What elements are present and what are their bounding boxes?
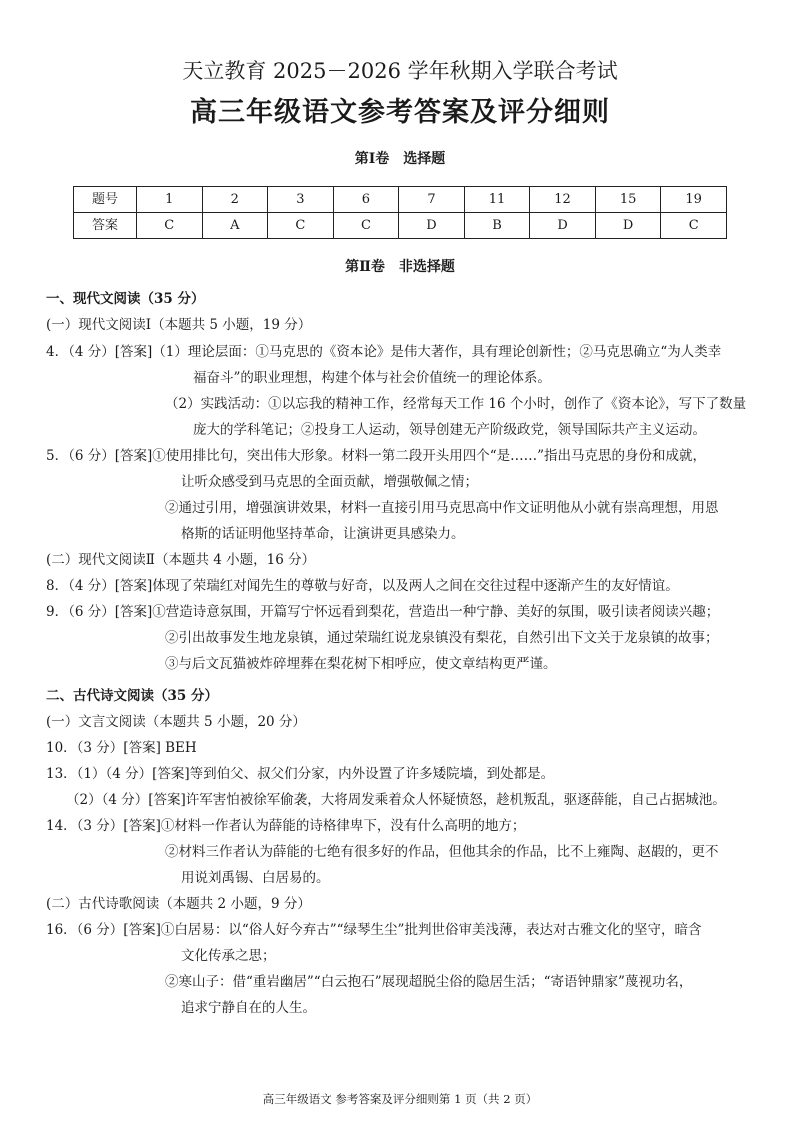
answer-line: ③与后文瓦猫被炸碎埋葬在梨花树下相呼应，使文章结构更严谨。 xyxy=(165,656,557,672)
answer-line: 追求宁静自在的人生。 xyxy=(181,1000,316,1016)
answer-line: （2）实践活动：①以忘我的精神工作，经常每天工作 16 个小时，创作了《资本论》，写下了数量 xyxy=(165,396,747,412)
answer-line: 4．（4 分）[答案]（1）理论层面：①马克思的《资本论》是伟大著作，具有理论创新性；②马克思确立“为人类幸 xyxy=(46,344,722,360)
subsection-heading: (一）现代文阅读Ⅰ（本题共 5 小题，19 分） xyxy=(46,317,312,333)
answer-line: 14．（3 分）[答案]①材料一作者认为薛能的诗格律卑下，没有什么高明的地方； xyxy=(46,818,526,834)
answer-line: 5．（6 分）[答案]①使用排比句，突出伟大形象。材料一第二段开头用四个“是……”指出马克思的身份和成就， xyxy=(46,448,707,464)
answer-line: 格斯的话证明他坚持革命，让演讲更具感染力。 xyxy=(181,526,465,542)
answer-line: ②引出故事发生地龙泉镇，通过荣瑞红说龙泉镇没有梨花，自然引出下文关于龙泉镇的故事； xyxy=(165,630,719,646)
answer-line: （2）（4 分）[答案]许军害怕被徐军偷袭，大将周发乘着众人怀疑愤怒，趁机叛乱，驱逐薛能，自己占据城池。 xyxy=(66,792,726,808)
question-number: 3 xyxy=(268,187,334,213)
part2-title: 第Ⅱ卷 非选择题 xyxy=(345,259,455,275)
answer-line: ②材料三作者认为薛能的七绝有很多好的作品，但他其余的作品，比不上雍陶、赵嘏的，更不 xyxy=(165,844,719,860)
answer-cell: A xyxy=(202,213,268,239)
answer-line: 文化传承之思； xyxy=(181,948,276,964)
question-number: 1 xyxy=(137,187,203,213)
answer-line: 10．（3 分）[答案] BEH xyxy=(46,740,197,756)
question-number: 11 xyxy=(464,187,530,213)
page-footer: 高三年级语文 参考答案及评分细则第 1 页（共 2 页） xyxy=(262,1092,538,1106)
answer-line: 让听众感受到马克思的全面贡献，增强敬佩之情； xyxy=(181,474,478,490)
choice-answer-table xyxy=(73,186,727,239)
answer-line: ②寒山子：借“重岩幽居”“白云抱石”展现超脱尘俗的隐居生活；“寄语钟鼎家”蔑视功名， xyxy=(165,974,693,990)
answer-cell: C xyxy=(137,213,203,239)
question-number: 15 xyxy=(595,187,661,213)
exam-title: 天立教育 2025－2026 学年秋期入学联合考试 xyxy=(182,59,618,83)
question-number: 12 xyxy=(530,187,596,213)
question-number: 19 xyxy=(661,187,727,213)
row-header-answer: 答案 xyxy=(74,213,137,239)
answer-cell: D xyxy=(595,213,661,239)
row-header-question: 题号 xyxy=(74,187,137,213)
question-number-row xyxy=(74,187,727,213)
answer-line: 用说刘禹锡、白居易的。 xyxy=(181,870,330,886)
answer-row xyxy=(74,213,727,239)
answer-cell: D xyxy=(530,213,596,239)
answer-line: ②通过引用，增强演讲效果，材料一直接引用马克思高中作文证明他从小就有崇高理想，用恩 xyxy=(165,500,719,516)
question-number: 7 xyxy=(399,187,465,213)
answer-cell: C xyxy=(268,213,334,239)
subsection-heading: (一）文言文阅读（本题共 5 小题，20 分） xyxy=(46,714,306,730)
answer-line: 庞大的学科笔记；②投身工人运动，领导创建无产阶级政党，领导国际共产主义运动。 xyxy=(193,422,706,438)
part1-title: 第Ⅰ卷 选择题 xyxy=(354,151,446,167)
answer-line: 8．（4 分）[答案]体现了荣瑞红对闻先生的尊敬与好奇，以及两人之间在交往过程中逐渐产生的友好情谊。 xyxy=(46,578,679,594)
answer-cell: B xyxy=(464,213,530,239)
subsection-heading: (二）现代文阅读Ⅱ（本题共 4 小题，16 分） xyxy=(46,552,316,568)
answer-line: 13．（1）（4 分）[答案]等到伯父、叔父们分家，内外设置了许多矮院墙，到处都是。 xyxy=(46,766,555,782)
question-number: 6 xyxy=(333,187,399,213)
answer-line: 福奋斗”的职业理想，构建个体与社会价值统一的理论体系。 xyxy=(193,370,551,386)
section-heading: 一、现代文阅读（35 分） xyxy=(46,291,205,307)
answer-line: 9．（6 分）[答案]①营造诗意氛围，开篇写宁怀远看到梨花，营造出一种宁静、美好的氛围，吸引读者阅读兴趣； xyxy=(46,604,720,620)
answer-cell: C xyxy=(333,213,399,239)
document-title: 高三年级语文参考答案及评分细则 xyxy=(190,97,610,128)
subsection-heading: (二）古代诗歌阅读（本题共 2 小题，9 分） xyxy=(46,896,311,912)
answer-cell: C xyxy=(661,213,727,239)
answer-cell: D xyxy=(399,213,465,239)
question-number: 2 xyxy=(202,187,268,213)
section-heading: 二、古代诗文阅读（35 分） xyxy=(46,688,218,704)
answer-line: 16．（6 分）[答案]①白居易：以“俗人好今弃古”“绿琴生尘”批判世俗审美浅薄，表达对古雅文化的坚守，暗含 xyxy=(46,922,702,938)
